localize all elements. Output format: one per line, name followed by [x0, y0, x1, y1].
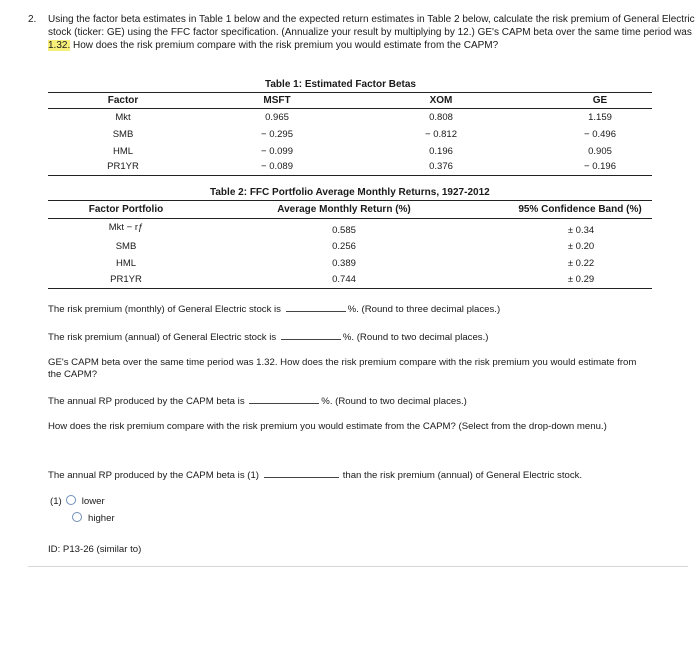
capm-rp-input[interactable]	[249, 394, 319, 404]
option-lower-row[interactable]	[50, 495, 105, 507]
monthly-rp-hint: %. (Round to three decimal places.)	[347, 304, 501, 315]
annual-rp-hint: %. (Round to two decimal places.)	[342, 332, 489, 343]
annual-rp-input[interactable]	[281, 330, 341, 340]
table2-bottom-rule	[48, 288, 652, 289]
table2-header-rule	[48, 218, 652, 219]
table2-cell: 0.585	[332, 225, 356, 236]
problem-id: ID: P13-26 (similar to)	[48, 544, 142, 555]
table2-cell: Mkt − rƒ	[108, 222, 144, 233]
table1-header-msft: MSFT	[263, 95, 291, 106]
table2-cell: 0.389	[332, 258, 356, 269]
table2-top-rule	[48, 200, 652, 201]
table1-header-factor: Factor	[107, 95, 139, 106]
table1-caption: Table 1: Estimated Factor Betas	[265, 79, 416, 90]
monthly-rp-label: The risk premium (monthly) of General Electric stock is	[48, 304, 281, 315]
table1-cell: SMB	[112, 129, 134, 140]
table2-cell: HML	[115, 258, 137, 269]
table1-cell: Mkt	[115, 112, 131, 123]
table2-cell: PR1YR	[110, 274, 142, 285]
table2-cell: ± 0.34	[567, 225, 595, 236]
table1-cell: − 0.812	[425, 129, 457, 140]
select-label: The annual RP produced by the CAPM beta is (1)	[48, 470, 260, 481]
option-higher-row[interactable]	[72, 512, 115, 524]
footer-divider	[28, 566, 688, 567]
compare-question: How does the risk premium compare with the risk premium you would estimate from the CAPM? (Select from the drop-down menu.)	[48, 421, 607, 432]
table2-header-return: Average Monthly Return (%)	[277, 204, 411, 215]
table1-cell: 0.965	[265, 112, 289, 123]
table1-cell: 0.808	[429, 112, 453, 123]
capm-rp-label: The annual RP produced by the CAPM beta is	[48, 396, 245, 407]
table1-cell: 0.196	[429, 146, 453, 157]
table1-cell: HML	[112, 146, 134, 157]
monthly-rp-input[interactable]	[286, 302, 346, 312]
table2-cell: SMB	[115, 241, 137, 252]
table1-cell: 0.905	[588, 146, 612, 157]
question-number: 2.	[28, 14, 37, 25]
monthly-rp-line	[48, 302, 500, 315]
select-line	[48, 468, 582, 481]
question-text-before: Using the factor beta estimates in Table 1 below and the expected return estimates in Table 2 below, calculate the risk premium of General Electric stock (ticker: GE) using the FFC factor specification. (Annualize your result by multiplying by 12.) GE's CAPM beta over the same time period was	[48, 14, 695, 38]
table2-cell: ± 0.29	[567, 274, 595, 285]
table1-header-rule	[48, 108, 652, 109]
question-text-after: How does the risk premium compare with the risk premium you would estimate from the CAPM?	[70, 40, 499, 51]
table1-header-ge: GE	[592, 95, 608, 106]
radio-higher[interactable]	[72, 512, 82, 522]
table2-header-factor: Factor Portfolio	[88, 204, 164, 215]
table2-caption: Table 2: FFC Portfolio Average Monthly Returns, 1927-2012	[210, 187, 490, 198]
comparison-dropdown[interactable]	[264, 468, 339, 478]
table1-top-rule	[48, 92, 652, 93]
capm-beta-highlight: 1.32.	[48, 40, 71, 51]
option-higher-label[interactable]: higher	[88, 513, 115, 524]
table1-header-xom: XOM	[429, 95, 453, 106]
table1-cell: − 0.496	[584, 129, 616, 140]
select-suffix: than the risk premium (annual) of General Electric stock.	[342, 470, 583, 481]
annual-rp-line	[48, 330, 488, 343]
table2-cell: ± 0.20	[567, 241, 595, 252]
table1-cell: 0.376	[429, 161, 453, 172]
table1-cell: − 0.089	[261, 161, 293, 172]
table1-cell: − 0.099	[261, 146, 293, 157]
table1-bottom-rule	[48, 175, 652, 176]
capm-rp-line	[48, 394, 467, 407]
capm-question: GE's CAPM beta over the same time period was 1.32. How does the risk premium compare with the risk premium you would estimate from the CAPM?	[48, 357, 637, 380]
capm-rp-hint: %. (Round to two decimal places.)	[321, 396, 467, 407]
option-lower-label[interactable]: lower	[81, 496, 105, 507]
table2-cell: 0.744	[332, 274, 356, 285]
table1-cell: − 0.295	[261, 129, 293, 140]
table2-header-band: 95% Confidence Band (%)	[518, 204, 642, 215]
table1-cell: 1.159	[588, 112, 612, 123]
radio-lower[interactable]	[66, 495, 76, 505]
table1-cell: PR1YR	[107, 161, 139, 172]
table1-cell: − 0.196	[584, 161, 616, 172]
annual-rp-label: The risk premium (annual) of General Electric stock is	[48, 332, 277, 343]
table2-cell: 0.256	[332, 241, 356, 252]
table2-cell: ± 0.22	[567, 258, 595, 269]
option-prefix: (1)	[50, 496, 62, 507]
question-text	[48, 13, 698, 52]
